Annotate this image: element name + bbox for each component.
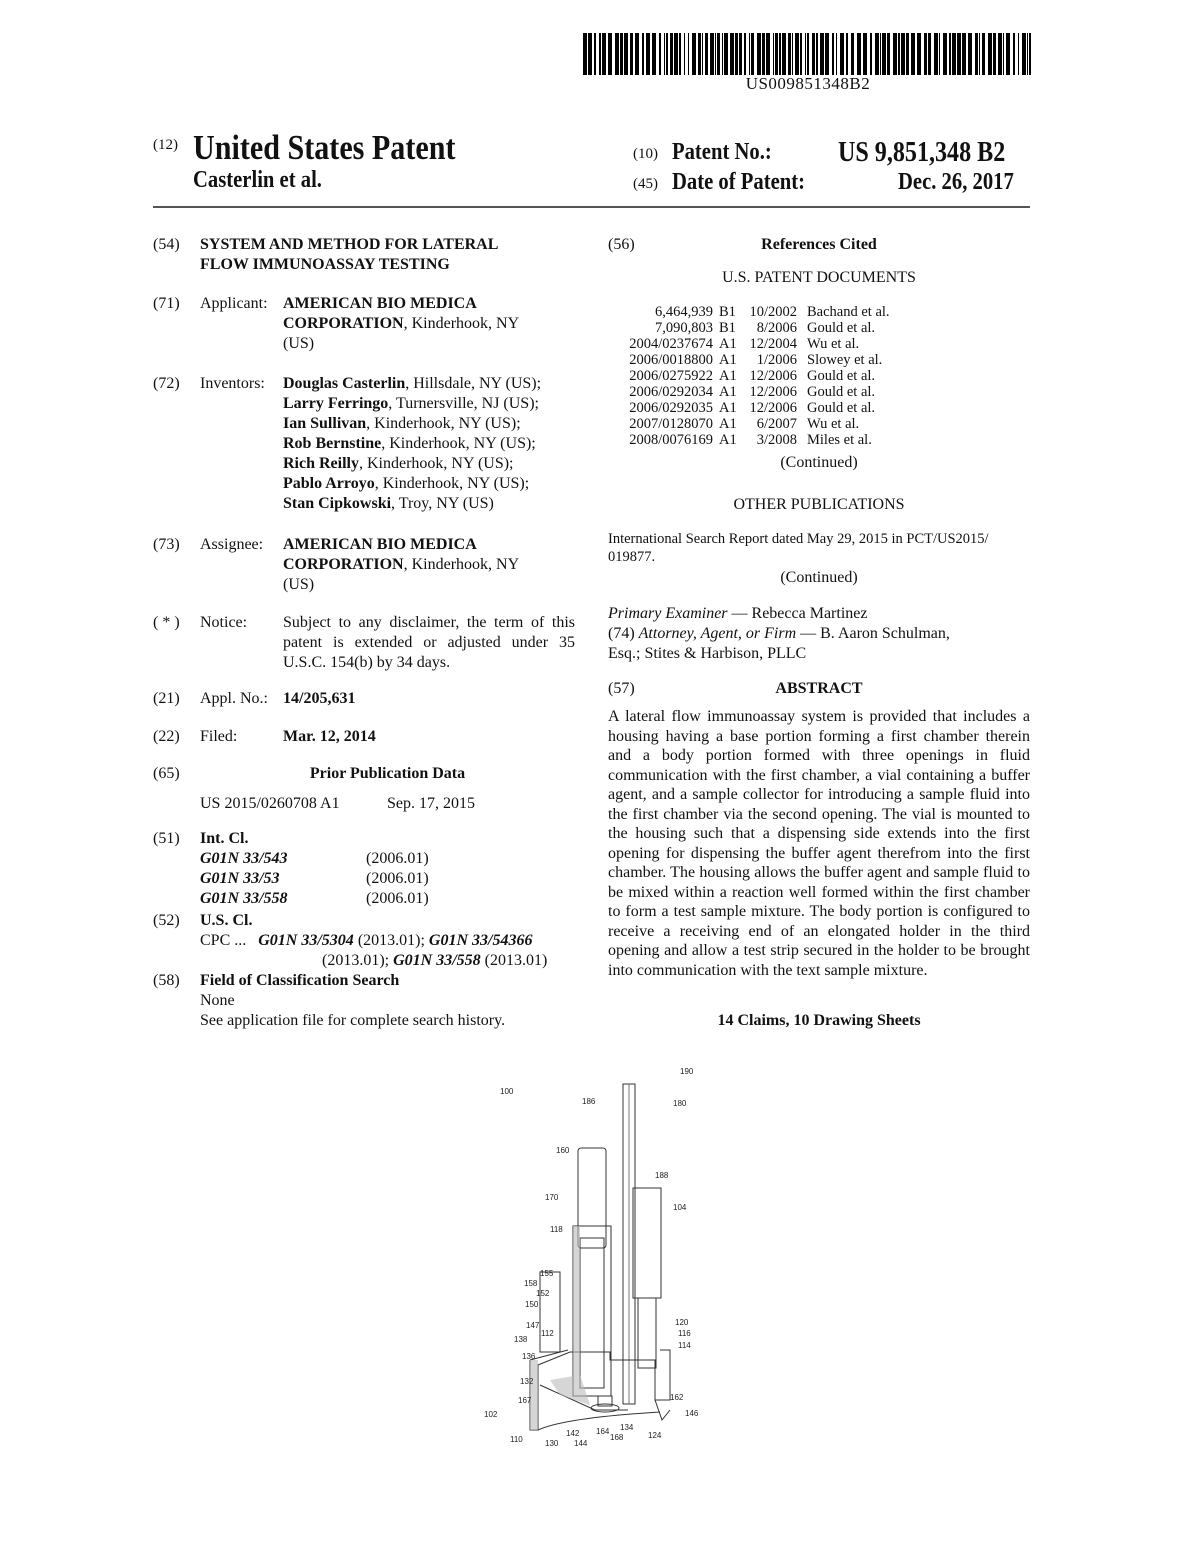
reference-row <box>617 320 890 336</box>
inventor: Larry Ferringo, Turnersville, NJ (US); <box>283 395 539 412</box>
barcode-bar <box>982 33 985 75</box>
barcode-bar <box>870 33 872 75</box>
vial <box>578 1148 606 1248</box>
appl-no-code: (21) <box>153 690 180 707</box>
barcode-bar <box>1006 33 1010 75</box>
appl-no-value: 14/205,631 <box>283 690 356 707</box>
barcode-bar <box>730 33 734 75</box>
barcode-bar <box>757 33 761 75</box>
barcode-bar <box>911 33 915 75</box>
title-line: FLOW IMMUNOASSAY TESTING <box>200 256 450 273</box>
applicant-code: (71) <box>153 295 180 312</box>
applicant-name: CORPORATION <box>283 315 404 332</box>
drawing-ref-label: 167 <box>518 1396 532 1405</box>
drawing-ref-label: 190 <box>680 1067 694 1076</box>
drawing-ref-label: 116 <box>678 1329 691 1338</box>
barcode-bar <box>893 33 897 75</box>
patent-no-label: Patent No.: <box>672 139 772 165</box>
abstract-heading: ABSTRACT <box>775 680 863 697</box>
barcode-bar <box>917 33 921 75</box>
barcode-bar <box>646 33 650 75</box>
references-table <box>617 304 890 448</box>
reference-name: Gould et al. <box>807 320 876 336</box>
barcode-bar <box>588 33 592 75</box>
drawing-ref-label: 110 <box>510 1435 523 1444</box>
barcode <box>583 33 1033 75</box>
invention-title <box>200 235 498 275</box>
barcode-bar <box>807 33 809 75</box>
date-of-patent: Dec. 26, 2017 <box>898 169 1014 195</box>
barcode-bar <box>620 33 623 75</box>
applicant-name: AMERICAN BIO MEDICA <box>283 295 477 312</box>
barcode-bar <box>735 33 738 75</box>
barcode-bar <box>805 33 806 75</box>
drawing-ref-label: 142 <box>566 1429 580 1438</box>
reference-row <box>617 352 890 368</box>
us-patent-docs-heading: U.S. PATENT DOCUMENTS <box>722 269 916 286</box>
patent-no-code: (10) <box>633 146 658 162</box>
reference-name: Wu et al. <box>807 336 860 352</box>
reference-row <box>617 336 890 352</box>
barcode-bar <box>615 33 619 75</box>
barcode-bar <box>949 33 951 75</box>
refs-heading: References Cited <box>761 236 877 253</box>
int-cl-row: G01N 33/543 (2006.01) <box>200 850 429 867</box>
applicant-label: Applicant: <box>200 295 268 312</box>
applicant-value <box>283 294 519 354</box>
barcode-bar <box>739 33 742 75</box>
reference-number: 2006/0292035 <box>629 400 713 416</box>
barcode-bar <box>924 33 927 75</box>
prior-pub-heading: Prior Publication Data <box>309 765 466 782</box>
reference-number: 2008/0076169 <box>629 432 713 448</box>
barcode-bar <box>684 33 685 75</box>
reference-kind: A1 <box>719 432 737 448</box>
reference-kind: A1 <box>719 416 737 432</box>
us-cl-code: (52) <box>153 912 180 929</box>
barcode-bar <box>1018 33 1019 75</box>
assignee-name: CORPORATION <box>283 556 404 573</box>
drawing-ref-label: 158 <box>524 1279 538 1288</box>
reference-row <box>617 432 890 448</box>
reference-date: 8/2006 <box>756 320 797 336</box>
drawing-ref-label: 134 <box>620 1423 634 1432</box>
kind-code: (12) <box>153 137 178 153</box>
barcode-bar <box>664 33 665 75</box>
prior-pub-number: US 2015/0260708 A1 <box>200 795 340 812</box>
reference-kind: A1 <box>719 352 737 368</box>
barcode-bar <box>988 33 992 75</box>
reference-number: 7,090,803 <box>655 320 713 336</box>
barcode-bar <box>887 33 890 75</box>
barcode-bar <box>688 33 689 75</box>
primary-examiner: Primary Examiner — Rebecca Martinez <box>608 605 868 622</box>
barcode-bar <box>724 33 728 75</box>
barcode-number: US009851348B2 <box>745 74 871 93</box>
assignee-value <box>283 535 519 595</box>
drawing-ref-label: 124 <box>648 1431 662 1440</box>
drawing-ref-label: 146 <box>685 1409 699 1418</box>
inventors-list <box>283 374 541 514</box>
drawing-ref-label: 152 <box>536 1289 550 1298</box>
drawing-ref-label: 168 <box>610 1433 624 1442</box>
barcode-bar <box>846 33 848 75</box>
barcode-bar <box>659 33 661 75</box>
filed-label: Filed: <box>200 728 238 745</box>
drawing-ref-label: 100 <box>500 1087 514 1096</box>
barcode-bar <box>599 33 601 75</box>
reference-row <box>617 304 890 320</box>
title-code: (54) <box>153 236 180 253</box>
drawing-ref-label: 112 <box>541 1329 554 1338</box>
drawing-ref-label: 188 <box>655 1171 669 1180</box>
inventors-code: (72) <box>153 375 180 392</box>
applicant-location: , Kinderhook, NY <box>403 315 520 332</box>
claims-sheets: 14 Claims, 10 Drawing Sheets <box>717 1012 921 1029</box>
inventor: Rob Bernstine, Kinderhook, NY (US); <box>283 435 536 452</box>
barcode-bar <box>898 33 900 75</box>
barcode-bar <box>692 33 696 75</box>
barcode-bar <box>998 33 1002 75</box>
barcode-bar <box>1029 33 1031 75</box>
barcode-bar <box>875 33 879 75</box>
refs-code: (56) <box>608 236 635 253</box>
barcode-bar <box>702 33 703 75</box>
field-search-heading: Field of Classification Search <box>200 972 400 989</box>
int-cl-row: G01N 33/53 (2006.01) <box>200 870 429 887</box>
barcode-bar <box>679 33 681 75</box>
barcode-bar <box>608 33 612 75</box>
barcode-bar <box>624 33 628 75</box>
barcode-bar <box>795 33 799 75</box>
drawing-ref-label: 130 <box>545 1439 559 1448</box>
barcode-bar <box>722 33 723 75</box>
barcode-bar <box>880 33 881 75</box>
barcode-bar <box>782 33 786 75</box>
barcode-bar <box>952 33 956 75</box>
reference-name: Bachand et al. <box>807 304 890 320</box>
barcode-bar <box>710 33 714 75</box>
barcode-bar <box>583 33 587 75</box>
field-search-note: See application file for complete search history. <box>200 1012 506 1029</box>
barcode-bar <box>863 33 867 75</box>
reference-number: 2007/0128070 <box>629 416 713 432</box>
drawing-ref-label: 160 <box>556 1146 570 1155</box>
barcode-bar <box>836 33 837 75</box>
barcode-bar <box>820 33 824 75</box>
drawing-ref-label: 180 <box>673 1099 687 1108</box>
reference-number: 2006/0275922 <box>629 368 713 384</box>
barcode-bar <box>939 33 940 75</box>
barcode-bar <box>906 33 909 75</box>
reference-kind: A1 <box>719 368 737 384</box>
barcode-bar <box>670 33 673 75</box>
reference-name: Gould et al. <box>807 400 876 416</box>
reference-date: 12/2004 <box>749 336 797 352</box>
reference-name: Gould et al. <box>807 384 876 400</box>
inventor: Ian Sullivan, Kinderhook, NY (US); <box>283 415 521 432</box>
field-search-none: None <box>200 992 235 1009</box>
field-search-code: (58) <box>153 972 180 989</box>
barcode-bar <box>779 33 781 75</box>
prior-pub-code: (65) <box>153 765 180 782</box>
drawing-ref-label: 102 <box>484 1410 498 1419</box>
barcode-bar <box>851 33 854 75</box>
inventors-label: Inventors: <box>200 375 265 392</box>
other-pubs-heading: OTHER PUBLICATIONS <box>733 496 905 513</box>
inventor-short: Casterlin et al. <box>193 167 322 193</box>
barcode-bar <box>749 33 750 75</box>
representative-drawing <box>470 1060 730 1460</box>
reference-row <box>617 400 890 416</box>
cpc-line-1: CPC ... G01N 33/5304 (2013.01); G01N 33/54366 <box>200 932 533 949</box>
drawing-ref-label: 136 <box>522 1352 536 1361</box>
reference-date: 1/2006 <box>756 352 797 368</box>
barcode-bar <box>979 33 980 75</box>
assignee-country: (US) <box>283 576 315 593</box>
reference-date: 10/2002 <box>749 304 797 320</box>
other-pubs-text: International Search Report dated May 29, 2015 in PCT/US2015/ 019877. <box>608 531 989 565</box>
assignee-code: (73) <box>153 536 180 553</box>
date-label: Date of Patent: <box>672 169 805 195</box>
int-cl-heading: Int. Cl. <box>200 830 249 847</box>
barcode-bar <box>934 33 938 75</box>
drawing-ref-label: 118 <box>550 1225 563 1234</box>
barcode-bar <box>816 33 818 75</box>
barcode-bar <box>901 33 905 75</box>
reference-name: Wu et al. <box>807 416 860 432</box>
reference-number: 2006/0018800 <box>629 352 713 368</box>
drawing-ref-label: 170 <box>545 1193 559 1202</box>
drawing-ref-label: 132 <box>520 1377 534 1386</box>
abstract-text: A lateral flow immunoassay system is provided that includes a housing having a base portion forming a first chamber therein and a body portion formed with three openings in fluid communication with the first chamber, a vial containing a buffer agent, and a sample collector for introducing a sample fluid into the first chamber via the second opening. The vial is mounted to the housing such that a dispensing side extends into the first opening for dispensing the buffer agent therefrom into the first chamber. The housing allows the buffer agent and sample fluid to be mixed within a reaction well formed within the first chamber to form a test sample mixture. The body portion is configured to receive a receiving end of an elongated holder in the third opening and allow a test strip secured in the holder to be brought into communication with the text sample mixture. <box>608 708 1030 979</box>
barcode-bar <box>594 33 596 75</box>
drawing-ref-label: 155 <box>540 1269 554 1278</box>
barcode-bar <box>840 33 844 75</box>
reference-row <box>617 416 890 432</box>
barcode-bar <box>1003 33 1004 75</box>
reference-kind: B1 <box>719 320 736 336</box>
kind-header <box>153 136 178 154</box>
barcode-bar <box>812 33 815 75</box>
barcode-bar <box>652 33 656 75</box>
patent-number: US 9,851,348 B2 <box>838 137 1006 168</box>
barcode-bar <box>788 33 791 75</box>
assignee-label: Assignee: <box>200 536 264 553</box>
filed-code: (22) <box>153 728 180 745</box>
cpc-line-2: (2013.01); G01N 33/558 (2013.01) <box>322 952 548 969</box>
int-cl-row: G01N 33/558 (2006.01) <box>200 890 429 907</box>
int-cl-code: (51) <box>153 830 180 847</box>
reference-kind: A1 <box>719 400 737 416</box>
barcode-bar <box>630 33 633 75</box>
barcode-bar <box>642 33 644 75</box>
reference-date: 12/2006 <box>749 368 797 384</box>
reference-name: Slowey et al. <box>807 352 883 368</box>
barcode-bar <box>715 33 716 75</box>
reference-name: Miles et al. <box>807 432 872 448</box>
int-cl-list <box>200 849 429 909</box>
drawing-ref-label: 104 <box>673 1203 687 1212</box>
inventor: Rich Reilly, Kinderhook, NY (US); <box>283 455 514 472</box>
barcode-bar <box>968 33 972 75</box>
header-rule <box>153 206 1030 208</box>
reference-number: 2006/0292034 <box>629 384 713 400</box>
barcode-bar <box>751 33 754 75</box>
drawing-ref-label: 186 <box>582 1097 596 1106</box>
reference-kind: A1 <box>719 384 737 400</box>
barcode-bar <box>705 33 708 75</box>
right-housing <box>633 1188 661 1298</box>
barcode-bar <box>773 33 774 75</box>
reference-number: 6,464,939 <box>655 304 713 320</box>
date-code: (45) <box>633 176 658 192</box>
barcode-bar <box>1027 33 1028 75</box>
reference-row <box>617 384 890 400</box>
reference-date: 3/2008 <box>756 432 797 448</box>
other-pubs-continued: (Continued) <box>780 569 858 586</box>
title-line: SYSTEM AND METHOD FOR LATERAL <box>200 236 499 253</box>
barcode-bar <box>775 33 778 75</box>
barcode-bar <box>1013 33 1015 75</box>
reference-date: 12/2006 <box>749 400 797 416</box>
drawing-ref-label: 162 <box>670 1393 684 1402</box>
barcode-bar <box>766 33 770 75</box>
barcode-bar <box>602 33 606 75</box>
barcode-bar <box>832 33 834 75</box>
inventor: Stan Cipkowski, Troy, NY (US) <box>283 495 494 512</box>
barcode-bar <box>857 33 861 75</box>
barcode-bar <box>962 33 966 75</box>
notice-label: Notice: <box>200 614 248 631</box>
drawing-ref-label: 138 <box>514 1335 528 1344</box>
barcode-bar <box>800 33 802 75</box>
reference-kind: B1 <box>719 304 736 320</box>
reference-kind: A1 <box>719 336 737 352</box>
filed-value: Mar. 12, 2014 <box>283 728 376 745</box>
prior-pub-date: Sep. 17, 2015 <box>387 795 475 812</box>
barcode-bar <box>928 33 931 75</box>
reference-date: 12/2006 <box>749 384 797 400</box>
barcode-bar <box>717 33 720 75</box>
patent-kind-title: United States Patent <box>193 128 456 167</box>
barcode-bar <box>698 33 701 75</box>
barcode-bar <box>666 33 668 75</box>
assignee-location: , Kinderhook, NY <box>403 556 520 573</box>
barcode-bar <box>993 33 996 75</box>
drawing-ref-label: 120 <box>675 1318 689 1327</box>
notice-code: ( * ) <box>153 614 180 631</box>
barcode-bar <box>882 33 886 75</box>
drawing-ref-label: 164 <box>596 1427 610 1436</box>
reference-number: 2004/0237674 <box>629 336 713 352</box>
barcode-bar <box>762 33 765 75</box>
inventor: Pablo Arroyo, Kinderhook, NY (US); <box>283 475 530 492</box>
barcode-bar <box>674 33 678 75</box>
appl-no-label: Appl. No.: <box>200 690 268 707</box>
drawing-ref-label: 147 <box>526 1321 540 1330</box>
barcode-bar <box>943 33 947 75</box>
barcode-bar <box>635 33 639 75</box>
reference-name: Gould et al. <box>807 368 876 384</box>
attorney: (74) Attorney, Agent, or Firm — B. Aaron Schulman, Esq.; Stites & Harbison, PLLC <box>608 625 950 662</box>
barcode-bar <box>1022 33 1026 75</box>
us-cl-heading: U.S. Cl. <box>200 912 253 929</box>
drawing-ref-label: 144 <box>574 1439 588 1448</box>
sample-collector <box>540 1272 560 1352</box>
barcode-bar <box>744 33 746 75</box>
abstract-code: (57) <box>608 680 635 697</box>
barcode-bar <box>975 33 978 75</box>
assignee-name: AMERICAN BIO MEDICA <box>283 536 477 553</box>
drawing-ref-label: 150 <box>525 1300 539 1309</box>
reference-date: 6/2007 <box>756 416 797 432</box>
applicant-country: (US) <box>283 335 315 352</box>
reference-row <box>617 368 890 384</box>
refs-continued: (Continued) <box>780 454 858 471</box>
notice-text: Subject to any disclaimer, the term of this patent is extended or adjusted under 35 U.S.C. 154(b) by 34 days. <box>283 614 575 671</box>
drawing-ref-label: 114 <box>678 1341 691 1350</box>
inventor: Douglas Casterlin, Hillsdale, NY (US); <box>283 375 542 392</box>
barcode-bar <box>792 33 793 75</box>
barcode-bar <box>957 33 961 75</box>
barcode-bar <box>825 33 829 75</box>
